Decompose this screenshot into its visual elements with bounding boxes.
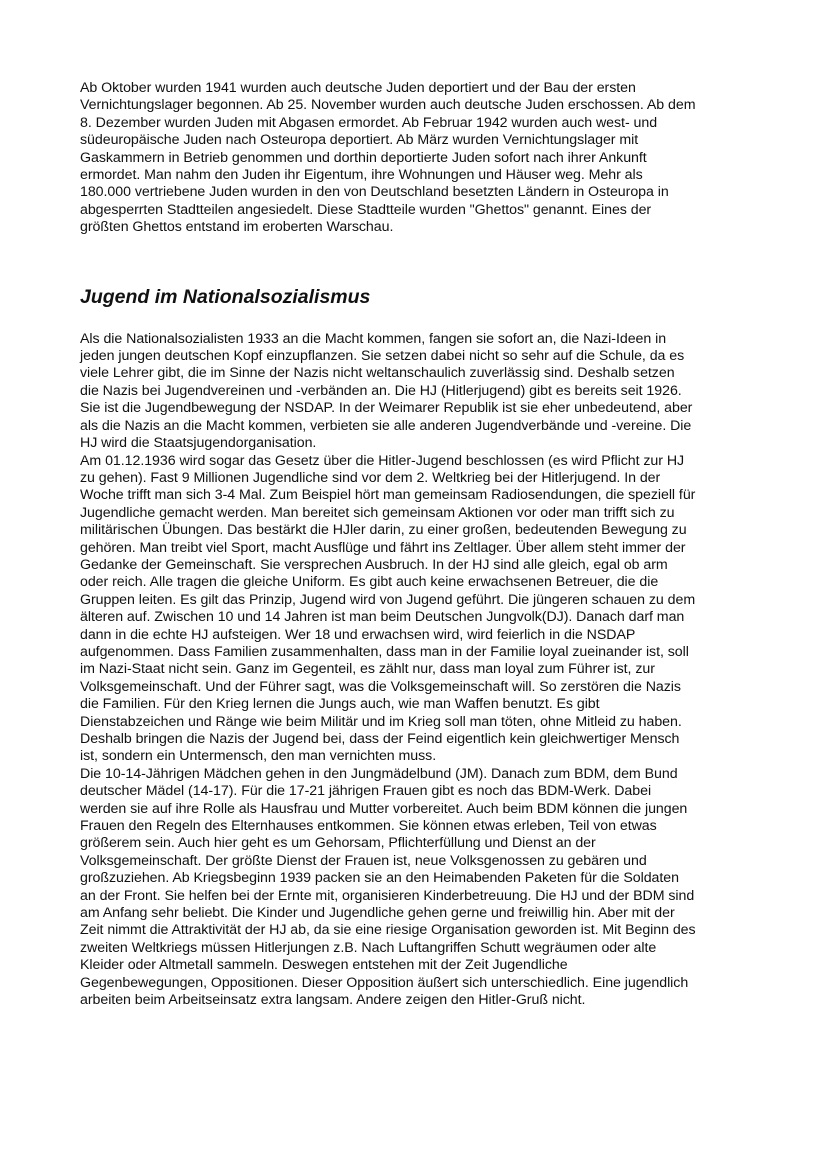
text-line: abgesperrten Stadtteilen angesiedelt. Diese Stadtteile wurden "Ghettos" genannt. Eines der bbox=[80, 201, 652, 218]
text-line: Die 10-14-Jährigen Mädchen gehen in den Jungmädelbund (JM). Danach zum BDM, dem Bund bbox=[80, 765, 678, 782]
text-line: Gaskammern in Betrieb genommen und dorthin deportierte Juden sofort nach ihrer Ankunft bbox=[80, 149, 647, 166]
text-line: ist, sondern ein Untermensch, den man vernichten muss. bbox=[80, 748, 437, 765]
text-line: größerem sein. Auch hier geht es um Gehorsam, Pflichterfüllung und Dienst an der bbox=[80, 835, 596, 852]
text-line: älteren auf. Zwischen 10 und 14 Jahren ist man beim Deutschen Jungvolk(DJ). Danach darf man bbox=[80, 609, 685, 626]
paragraph-deportation bbox=[80, 80, 752, 237]
text-line: Woche trifft man sich 3-4 Mal. Zum Beispiel hört man gemeinsam Radiosendungen, die speziell für bbox=[80, 487, 696, 504]
text-line: 8. Dezember wurden Juden mit Abgasen ermordet. Ab Februar 1942 wurden auch west- und bbox=[80, 114, 658, 131]
text-line: südeuropäische Juden nach Osteuropa deportiert. Ab März wurden Vernichtungslager mit bbox=[80, 132, 639, 149]
text-line: zweiten Weltkriegs müssen Hitlerjungen z.B. Nach Luftangriffen Schutt wegräumen oder alte bbox=[80, 939, 657, 956]
text-line: Kleider oder Altmetall sammeln. Deswegen entstehen mit der Zeit Jugendliche bbox=[80, 957, 568, 974]
text-line: die Nazis bei Jugendvereinen und -verbänden an. Die HJ (Hitlerjugend) gibt es bereits seit 1926. bbox=[80, 382, 682, 399]
document-page bbox=[80, 80, 752, 1010]
text-line: am Anfang sehr beliebt. Die Kinder und Jugendliche gehen gerne und freiwillig hin. Aber mit der bbox=[80, 905, 675, 922]
text-line: Sie ist die Jugendbewegung der NSDAP. In der Weimarer Republik ist sie eher unbedeutend, aber bbox=[80, 400, 693, 417]
text-line: Ab Oktober wurden 1941 wurden auch deutsche Juden deportiert und der Bau der ersten bbox=[80, 80, 636, 96]
text-line: HJ wird die Staatsjugendorganisation. bbox=[80, 435, 317, 452]
text-line: Frauen den Regeln des Elternhauses entkommen. Sie können etwas erleben, Teil von etwas bbox=[80, 818, 657, 835]
text-line: Deshalb bringen die Nazis der Jugend bei, dass der Feind eigentlich kein gleichwertiger Mensch bbox=[80, 731, 680, 747]
section-heading: Jugend im Nationalsozialismus bbox=[80, 285, 371, 308]
text-line: ermordet. Man nahm den Juden ihr Eigentum, ihre Wohnungen und Häuser weg. Mehr als bbox=[80, 167, 643, 184]
text-line: deutscher Mädel (14-17). Für die 17-21 jährigen Frauen gibt es noch das BDM-Werk. Dabei bbox=[80, 783, 652, 800]
text-line: gehören. Man treibt viel Sport, macht Ausflüge und fährt ins Zeltlager. Über allem steht immer der bbox=[80, 539, 686, 556]
text-line: werden sie auf ihre Rolle als Hausfrau und Mutter vorbereitet. Auch beim BDM können die jungen bbox=[80, 800, 688, 817]
text-line: Gegenbewegungen, Oppositionen. Dieser Opposition äußert sich unterschiedlich. Eine jugendlich bbox=[80, 974, 689, 991]
text-line: Zeit nimmt die Attraktivität der HJ ab, da sie eine riesige Organisation geworden ist. Mit Beginn des bbox=[80, 922, 696, 939]
text-line: viele Lehrer gibt, die im Sinne der Nazis nicht weltanschaulich zuverlässig sind. Deshalb setzen bbox=[80, 365, 675, 382]
text-line: Vernichtungslager begonnen. Ab 25. November wurden auch deutsche Juden erschossen. Ab dem bbox=[80, 97, 696, 114]
text-line: Volksgemeinschaft. Der größte Dienst der Frauen ist, neue Volksgenossen zu gebären und bbox=[80, 852, 647, 869]
text-line: größten Ghettos entstand im eroberten Warschau. bbox=[80, 219, 394, 236]
text-line: oder reich. Alle tragen die gleiche Uniform. Es gibt auch keine erwachsenen Betreuer, die die bbox=[80, 574, 659, 591]
text-line: Gruppen leiten. Es gilt das Prinzip, Jugend wird von Jugend geführt. Die jüngeren schauen zu dem bbox=[80, 591, 696, 608]
text-line: großzuziehen. Ab Kriegsbeginn 1939 packen sie an den Heimabenden Paketen für die Soldaten bbox=[80, 870, 679, 887]
text-line: aufgenommen. Dass Familien zusammenhalten, dass man in der Familie loyal zueinander ist, soll bbox=[80, 643, 689, 660]
text-line: Dienstabzeichen und Ränge wie beim Militär und im Krieg soll man töten, ohne Mitleid zu haben. bbox=[80, 713, 682, 730]
text-line: Am 01.12.1936 wird sogar das Gesetz über die Hitler-Jugend beschlossen (es wird Pflicht zur HJ bbox=[80, 452, 685, 469]
text-line: an der Front. Sie helfen bei der Ernte mit, organisieren Kinderbetreuung. Die HJ und der BDM sind bbox=[80, 887, 695, 904]
text-line: arbeiten beim Arbeitseinsatz extra langsam. Andere zeigen den Hitler-Gruß nicht. bbox=[80, 992, 586, 1009]
text-line: dann in die echte HJ aufsteigen. Wer 18 und erwachsen wird, wird feierlich in die NSDAP bbox=[80, 626, 636, 643]
text-line: die Familien. Für den Krieg lernen die Jungs auch, wie man Waffen benutzt. Es gibt bbox=[80, 696, 600, 713]
text-line: militärischen Übungen. Das bestärkt die HJler darin, zu einer großen, bedeutenden Bewegung zu bbox=[80, 522, 687, 539]
text-line: Volksgemeinschaft. Und der Führer sagt, was die Volksgemeinschaft will. So zerstören die Nazis bbox=[80, 678, 681, 695]
text-line: jeden jungen deutschen Kopf einzupflanzen. Sie setzen dabei nicht so sehr auf die Schule, da es bbox=[80, 348, 685, 365]
text-line: Als die Nationalsozialisten 1933 an die Macht kommen, fangen sie sofort an, die Nazi-Ideen in bbox=[80, 330, 667, 347]
text-line: als die Nazis an die Macht kommen, verbieten sie alle anderen Jugendverbände und -vereine. Die bbox=[80, 417, 692, 434]
text-line: zu gehen). Fast 9 Millionen Jugendliche sind vor dem 2. Weltkrieg bei der Hitlerjugend. In der bbox=[80, 469, 661, 486]
text-line: Gedanke der Gemeinschaft. Sie versprechen Ausbruch. In der HJ sind alle gleich, egal ob arm bbox=[80, 556, 668, 573]
text-line: 180.000 vertriebene Juden wurden in den von Deutschland besetzten Ländern in Osteuropa in bbox=[80, 184, 669, 201]
text-line: im Nazi-Staat nicht sein. Ganz im Gegenteil, es zählt nur, dass man loyal zum Führer ist, zur bbox=[80, 661, 655, 678]
paragraph-youth bbox=[80, 331, 752, 1010]
text-line: Jugendliche gemacht werden. Man bereitet sich gemeinsam Aktionen vor oder man trifft sich zu bbox=[80, 504, 675, 521]
